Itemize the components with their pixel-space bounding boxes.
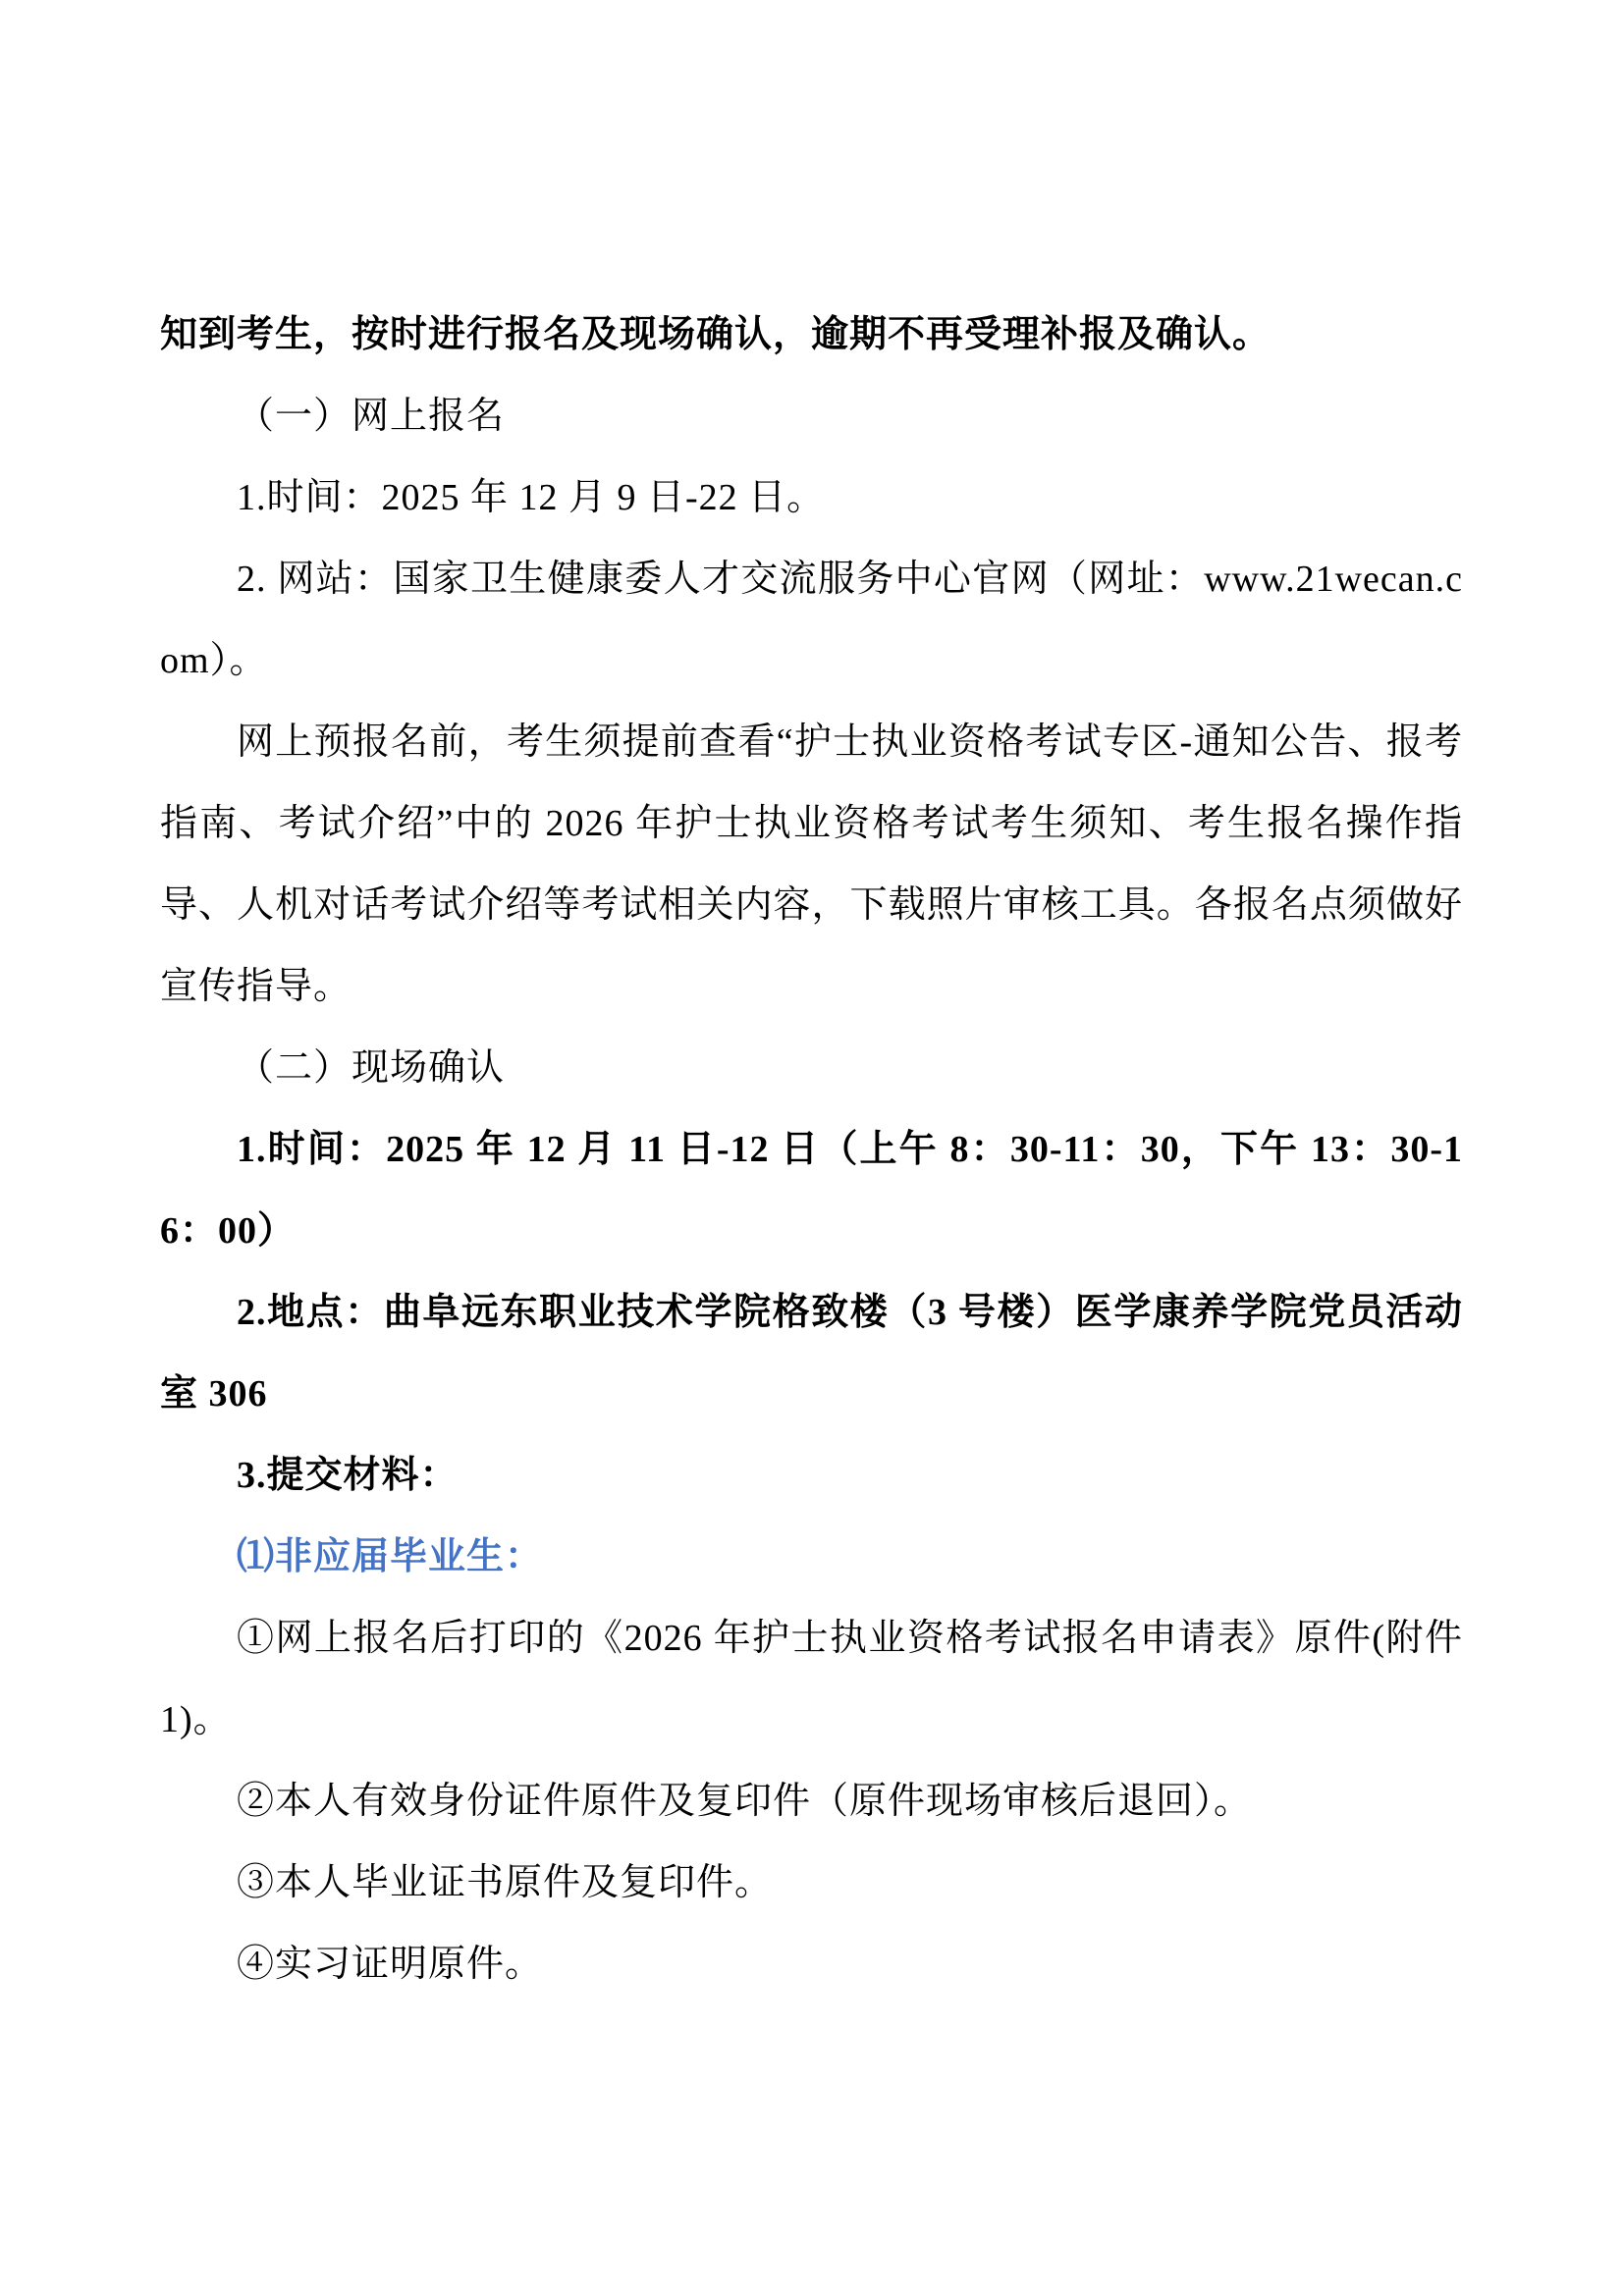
para-material-3: ③本人毕业证书原件及复印件。 <box>237 1862 774 1903</box>
para-material-1: ①网上报名后打印的《2026 年护士执业资格考试报名申请表》原件(附件 1)。 <box>160 1618 1463 1740</box>
heading-onsite-confirmation: （二）现场确认 <box>237 1047 506 1089</box>
heading-non-fresh-graduates: ⑴非应届毕业生： <box>237 1536 544 1577</box>
para-material-4: ④实习证明原件。 <box>237 1944 544 1985</box>
para-pre-registration-notes: 网上预报名前，考生须提前查看“护士执业资格考试专区-通知公告、报考指南、考试介绍”中的 2026 年护士执业资格考试考生须知、考生报名操作指导、人机对话考试介绍等考试相关内容，下载照片审核工具。各报名点须做好宣传指导。 <box>160 721 1463 1007</box>
heading-online-registration: （一）网上报名 <box>237 396 506 437</box>
para-notice-continuation: 知到考生，按时进行报名及现场确认，逾期不再受理补报及确认。 <box>160 314 1271 355</box>
heading-submit-materials: 3.提交材料： <box>237 1455 459 1496</box>
para-onsite-location: 2.地点：曲阜远东职业技术学院格致楼（3 号楼）医学康养学院党员活动室 306 <box>160 1292 1463 1415</box>
para-onsite-time: 1.时间：2025 年 12 月 11 日-12 日（上午 8：30-11：30，下午 13：30-16：00） <box>160 1129 1463 1252</box>
para-online-time: 1.时间：2025 年 12 月 9 日-22 日。 <box>237 477 826 518</box>
para-material-2: ②本人有效身份证件原件及复印件（原件现场审核后退回）。 <box>237 1781 1253 1822</box>
document-body <box>160 294 1463 2005</box>
para-website: 2. 网站：国家卫生健康委人才交流服务中心官网（网址：www.21wecan.com）。 <box>160 559 1463 681</box>
